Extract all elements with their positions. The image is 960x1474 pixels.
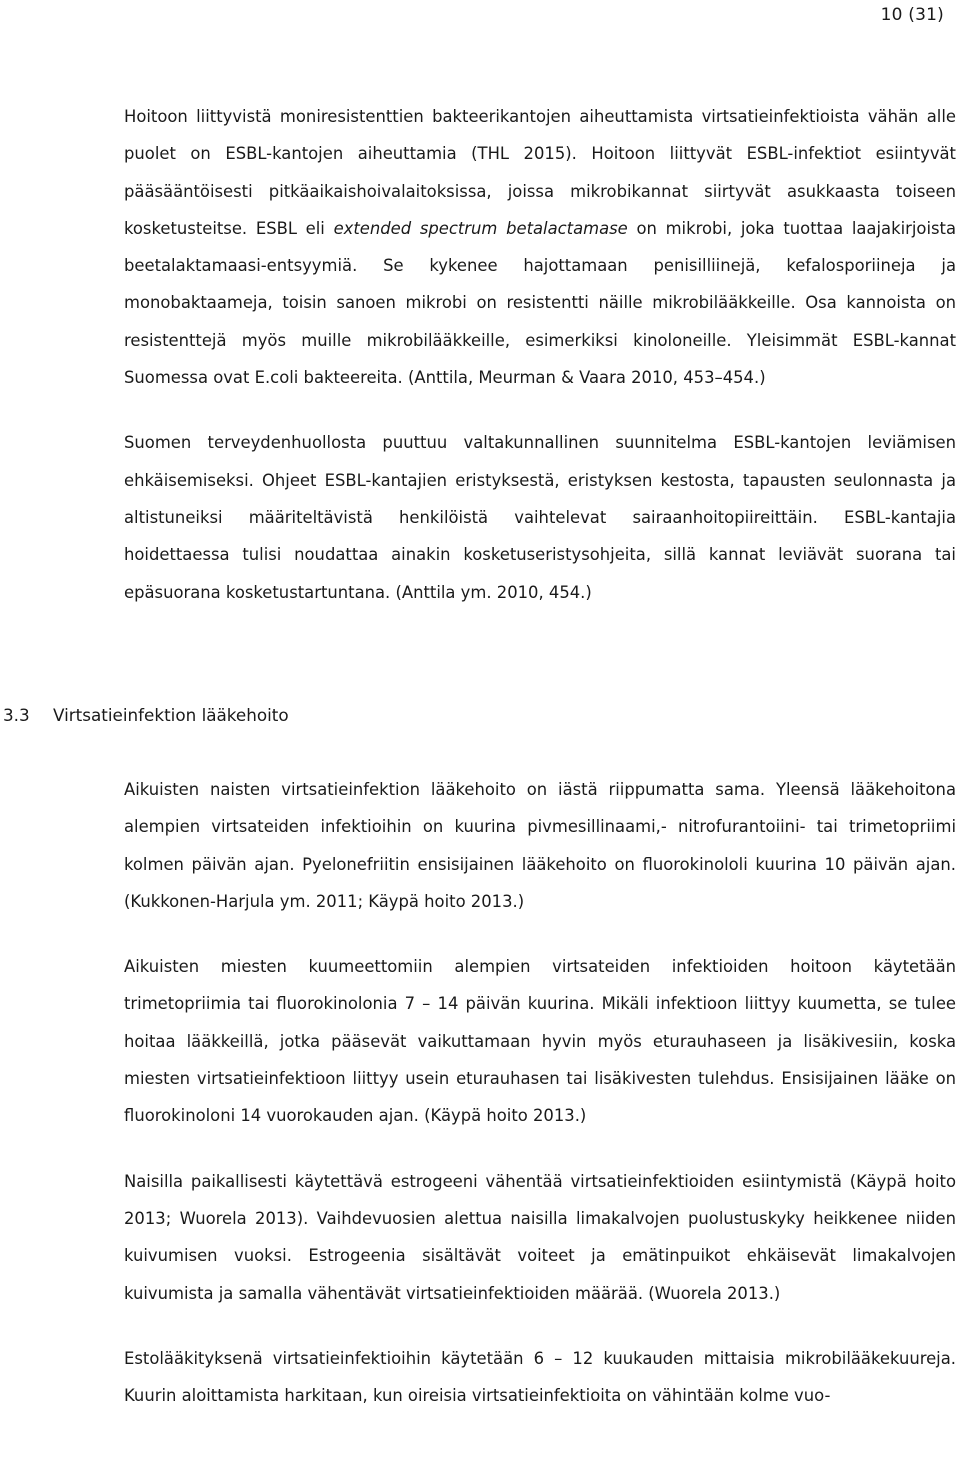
section-heading [3,697,289,733]
paragraph-men-treatment: Aikuisten miesten kuumeettomiin alempien virtsateiden infektioiden hoitoon käytetään trimetopriimia tai fluorokinolonia 7 – 14 päivän kuurina. Mikäli infektioon liittyy kuumetta, se tulee hoitaa lääkkeillä, jotka pääsevät vaikuttamaan hyvin myös eturauhaseen ja lisäkivesiin, koska miesten virtsatieinfektioon liittyy usein eturauhasen tai lisäkivesten tulehdus. Ensisijainen lääke on fluorokinoloni 14 vuorokauden ajan. (Käypä hoito 2013.) [124,957,956,1126]
section-heading-number: 3.3 [3,705,30,725]
paragraph-text: Hoitoon liittyvistä moniresistenttien bakteerikantojen aiheuttamista virtsatieinfektioista vähän alle puolet on ESBL-kantojen aiheuttamia (THL 2015). Hoitoon liittyvät ESBL-infektiot esiintyvät pääsääntöisesti pitkäaikaishoivalaitoksissa, joissa mikrobikannat siirtyvät asukkaasta toiseen kosketusteitse. ESBL eli [124,107,956,238]
paragraph-esbl-intro [124,98,956,396]
paragraph-text: on mikrobi, joka tuottaa laajakirjoista beetalaktamaasi-entsyymiä. Se kykenee hajottamaan penisilliinejä, kefalosporiineja ja monobaktaameja, toisin sanoen mikrobi on resistentti näille mikrobilääkkeille. Osa kannoista on resistenttejä myös muille mikrobilääkkeille, esimerkiksi kinoloneille. Yleisimmät ESBL-kannat Suomessa ovat E.coli bakteereita. (Anttila, Meurman & Vaara 2010, 453–454.) [124,218,957,388]
italic-term: extended spectrum betalactamase [333,218,628,238]
page-number: 10 (31) [880,5,944,25]
paragraph-prophylaxis: Estolääkityksenä virtsatieinfektioihin käytetään 6 – 12 kuukauden mittaisia mikrobilääkekuureja. Kuurin aloittamista harkitaan, kun oireisia virtsatieinfektioita on vähintään kolme vuo- [124,1348,956,1406]
paragraph-estrogen: Naisilla paikallisesti käytettävä estrogeeni vähentää virtsatieinfektioiden esiintymistä (Käypä hoito 2013; Wuorela 2013). Vaihdevuosien alettua naisilla limakalvojen puolustuskyky heikkenee niiden kuivumisen vuoksi. Estrogeenia sisältävät voiteet ja emätinpuikot ehkäisevät limakalvojen kuivumista ja samalla vähentävät virtsatieinfektioiden määrää. (Wuorela 2013.) [124,1171,956,1303]
section-body-esbl [124,98,956,611]
section-heading-title: Virtsatieinfektion lääkehoito [53,705,289,725]
paragraph-esbl-guidelines: Suomen terveydenhuollosta puuttuu valtakunnallinen suunnitelma ESBL-kantojen leviämisen ehkäisemiseksi. Ohjeet ESBL-kantajien eristyksestä, eristyksen kestosta, tapausten seulonnasta ja altistuneiksi määriteltävistä henkilöistä vaihtelevat sairaanhoitopiireittäin. ESBL-kantajia hoidettaessa tulisi noudattaa ainakin kosketuseristysohjeita, sillä kannat leviävät suorana tai epäsuorana kosketustartuntana. (Anttila ym. 2010, 454.) [124,433,956,602]
section-body-treatment [124,771,956,1414]
paragraph-women-treatment: Aikuisten naisten virtsatieinfektion lääkehoito on iästä riippumatta sama. Yleensä lääkehoitona alempien virtsateiden infektioihin on kuurina pivmesillinaami,- nitrofurantoiini- tai trimetopriimi kolmen päivän ajan. Pyelonefriitin ensisijainen lääkehoito on fluorokinololi kuurina 10 päivän ajan. (Kukkonen-Harjula ym. 2011; Käypä hoito 2013.) [124,780,956,911]
